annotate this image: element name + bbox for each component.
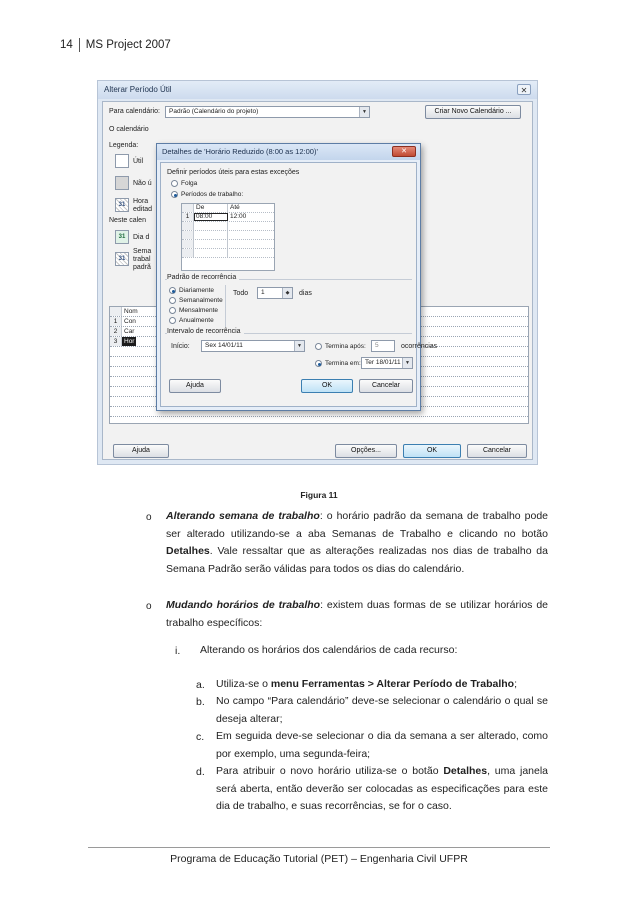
paragraph-mudando-horarios <box>166 597 548 632</box>
termina-em-date-select[interactable] <box>361 357 413 369</box>
radio-termina-apos[interactable] <box>315 343 366 350</box>
radio-semanalmente[interactable] <box>169 297 223 304</box>
col-ate: Até <box>230 204 240 211</box>
header-divider <box>79 38 80 52</box>
term-alterando-semana: Alterando semana de trabalho <box>166 510 320 522</box>
legend-label-semana-padrao: Sema trabal padrã <box>133 248 152 271</box>
neste-calendario-label: Neste calen <box>109 217 146 224</box>
padrao-recorrencia-label: Padrão de recorrência <box>167 274 239 281</box>
criar-novo-calendario-button[interactable]: Criar Novo Calendário ... <box>425 105 521 119</box>
figure-caption: Figura 11 <box>300 490 338 500</box>
legend-label-editado: Hora editad <box>133 198 153 213</box>
legend-swatch-semana-padrao: 31 <box>115 252 129 266</box>
bullet-marker: o <box>146 601 152 612</box>
legenda-label: Legenda: <box>109 142 139 149</box>
text-span: : o horário padrão da semana de trabalho pode ser alterado utilizando-se a aba Semanas de Trabalho e clicando no botão <box>166 510 548 540</box>
dialog-cancel-button[interactable]: Cancelar <box>359 379 413 393</box>
radio-diariamente[interactable] <box>169 287 214 294</box>
step-marker: b. <box>196 696 205 708</box>
step-d: Para atribuir o novo horário utiliza-se o botão Detalhes, uma janela será aberta, então deverão ser colocadas as especificações para este dia de trabalho, e suas recorrências, se for o caso. <box>216 765 549 812</box>
divider <box>225 285 226 327</box>
radio-icon <box>169 307 176 314</box>
text-span: . Vale ressaltar que as alterações realizadas nos dias de trabalho da Semana Padrão serão válidas para todos os dias do calendário. <box>166 545 548 575</box>
radio-icon <box>169 297 176 304</box>
footer-divider <box>88 847 550 848</box>
inicio-label: Início: <box>171 343 190 350</box>
legend-swatch-dia-excecao: 31 <box>115 230 129 244</box>
page-header <box>60 38 171 52</box>
periods-table[interactable] <box>181 203 275 271</box>
grid-header-name: Nom <box>124 308 138 315</box>
radio-selected-icon <box>171 191 178 198</box>
figure-screenshot <box>97 80 538 465</box>
o-calendario-label: O calendário <box>109 126 149 133</box>
col-de: De <box>194 204 228 212</box>
window-title-bar <box>98 81 537 99</box>
paragraph-alterando-semana <box>166 508 548 578</box>
todo-stepper[interactable] <box>257 287 293 299</box>
text-span: : existem duas formas de se utilizar horários de trabalho específicos: <box>166 599 548 629</box>
step-b: No campo “Para calendário” deve-se selecionar o calendário o qual se deseja alterar; <box>216 695 548 725</box>
radio-mensalmente[interactable] <box>169 307 218 314</box>
row-name: Con <box>124 318 136 325</box>
close-icon[interactable]: ✕ <box>392 146 416 157</box>
radio-icon <box>171 180 178 187</box>
definir-periodos-label: Definir períodos úteis para estas exceções <box>167 169 300 176</box>
chevron-down-icon: ▼ <box>359 107 369 117</box>
chevron-down-icon: ▼ <box>294 341 304 351</box>
radio-label: Semanalmente <box>179 297 223 304</box>
help-button[interactable]: Ajuda <box>113 444 169 458</box>
to-time-cell[interactable]: 12:00 <box>230 213 247 220</box>
para-calendario-label: Para calendário: <box>109 108 160 115</box>
table-row[interactable] <box>182 213 274 222</box>
page-footer: Programa de Educação Tutorial (PET) – Engenharia Civil UFPR <box>170 853 468 865</box>
radio-periodos[interactable] <box>171 191 243 198</box>
todo-value: 1 <box>261 289 265 296</box>
spinner-icon[interactable]: ◆ <box>282 288 292 298</box>
radio-icon <box>169 317 176 324</box>
periods-header-row <box>182 204 274 213</box>
dialog-ok-button[interactable]: OK <box>301 379 353 393</box>
legend-swatch-util <box>115 154 129 168</box>
termina-em-label: Termina em: <box>325 360 361 367</box>
radio-folga[interactable] <box>171 180 197 187</box>
row-number: 1 <box>182 213 194 221</box>
legend-label-util: Útil <box>133 158 144 165</box>
row-name: Hor <box>124 338 135 345</box>
legend-swatch-nao-util <box>115 176 129 190</box>
ocorrencias-stepper[interactable] <box>371 340 395 352</box>
termina-em-value: Ter 18/01/11 <box>365 359 401 366</box>
radio-periodos-label: Períodos de trabalho: <box>181 191 244 198</box>
intervalo-recorrencia-label: Intervalo de recorrência <box>167 328 244 335</box>
roman-marker: i. <box>175 645 181 657</box>
ocorrencias-value: 5 <box>375 342 379 349</box>
radio-termina-em[interactable] <box>315 360 361 367</box>
dias-label: dias <box>299 290 312 297</box>
termina-apos-label: Termina após: <box>325 343 366 350</box>
close-icon[interactable]: ✕ <box>517 84 531 95</box>
table-row[interactable] <box>182 240 274 249</box>
dialog-title-bar <box>157 144 420 160</box>
radio-label: Mensalmente <box>179 307 219 314</box>
radio-selected-icon <box>169 287 176 294</box>
inicio-value: Sex 14/01/11 <box>205 342 243 349</box>
legend-label-nao-util: Não ú <box>133 180 152 187</box>
todo-label: Todo <box>233 290 249 297</box>
cancel-button[interactable]: Cancelar <box>467 444 527 458</box>
dialog-title: Detalhes de 'Horário Reduzido (8:00 as 12:00)' <box>162 147 318 156</box>
ok-button[interactable]: OK <box>403 444 461 458</box>
term-mudando-horarios: Mudando horários de trabalho <box>166 599 321 611</box>
details-dialog <box>156 143 438 411</box>
row-number: 1 <box>110 317 122 326</box>
table-row[interactable] <box>182 249 274 258</box>
radio-selected-icon <box>315 360 322 367</box>
step-marker: c. <box>196 731 205 743</box>
legend-label-dia-excecao: Dia d <box>133 234 150 241</box>
ocorrencias-label: ocorrências <box>401 343 438 350</box>
dialog-help-button[interactable]: Ajuda <box>169 379 221 393</box>
table-row[interactable] <box>182 231 274 240</box>
step-marker: d. <box>196 766 205 778</box>
step-c: Em seguida deve-se selecionar o dia da semana a ser alterado, como por exemplo, uma segunda-feira; <box>216 730 548 760</box>
inicio-date-select[interactable] <box>201 340 305 352</box>
window-title: Alterar Período Útil <box>104 85 172 94</box>
radio-folga-label: Folga <box>181 180 198 187</box>
step-marker: a. <box>196 679 205 691</box>
options-button[interactable]: Opções... <box>335 444 397 458</box>
header-section: MS Project 2007 <box>85 39 171 51</box>
radio-label: Diariamente <box>179 287 215 294</box>
bullet-marker: o <box>146 512 152 523</box>
legend-swatch-editado: 31 <box>115 198 129 212</box>
row-number: 3 <box>110 337 122 346</box>
para-calendario-value: Padrão (Calendário do projeto) <box>169 108 259 115</box>
table-row[interactable] <box>182 222 274 231</box>
step-a: Utiliza-se o menu Ferramentas > Alterar Período de Trabalho; <box>216 678 518 690</box>
radio-label: Anualmente <box>179 317 214 324</box>
dialog-body <box>160 162 438 407</box>
radio-icon <box>315 343 322 350</box>
roman-item-text: Alterando os horários dos calendários de cada recurso: <box>200 644 458 656</box>
from-time-cell[interactable]: 08:00 <box>194 213 228 221</box>
row-number: 2 <box>110 327 122 336</box>
radio-anualmente[interactable] <box>169 317 214 324</box>
page-number: 14 <box>60 39 73 51</box>
bold-term: Detalhes <box>166 545 210 557</box>
para-calendario-select[interactable] <box>165 106 370 118</box>
window-body <box>102 101 533 460</box>
row-name: Car <box>124 328 135 335</box>
chevron-down-icon: ▼ <box>402 358 412 368</box>
